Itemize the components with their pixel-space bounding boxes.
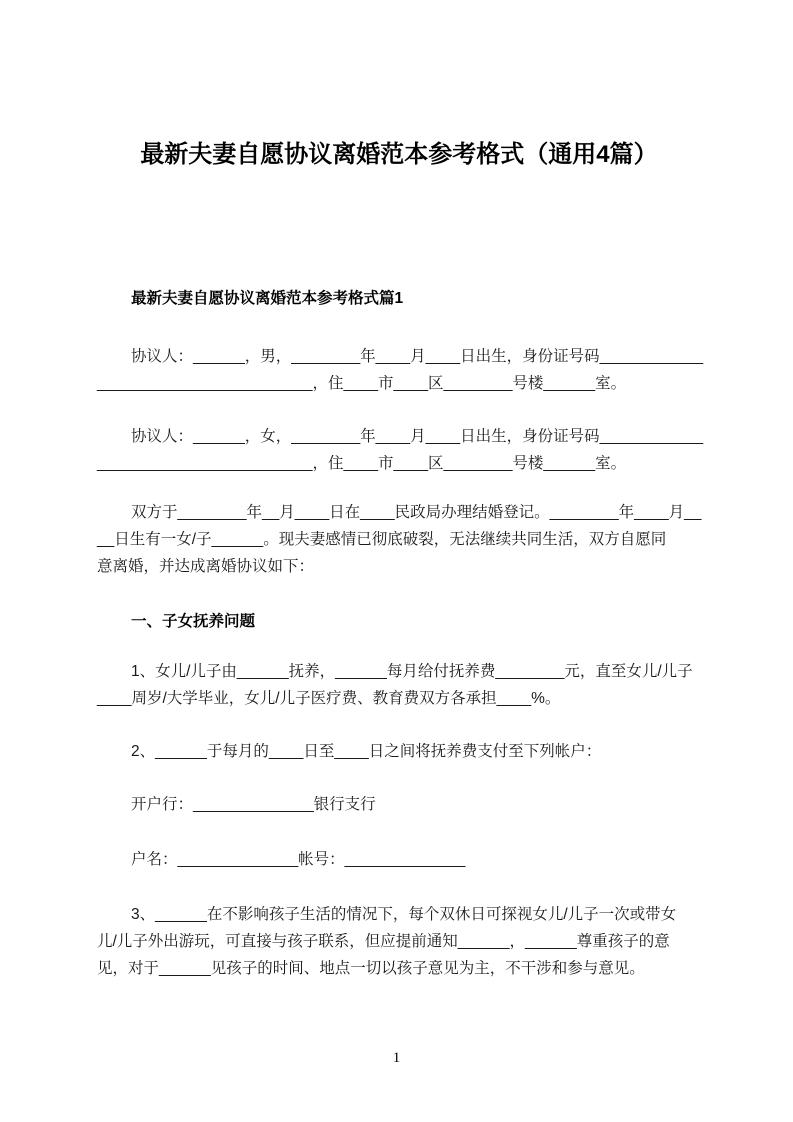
paragraph-line: 双方于________年__月____日在____民政局办理结婚登记。________年____月__ (131, 504, 702, 521)
paragraph-visitation (97, 901, 701, 982)
paragraph-line: 见，对于______见孩子的时间、地点一切以孩子意见为主，不干涉和参与意见。 (97, 960, 645, 977)
paragraph-party-female (97, 423, 704, 477)
section-heading-template-1: 最新夫妻自愿协议离婚范本参考格式篇1 (131, 290, 404, 307)
paragraph-bank-branch (97, 791, 701, 818)
paragraph-line: 2、______于每月的____日至____日之间将抚养费支付至下列帐户： (131, 743, 602, 760)
paragraph-party-male (97, 343, 704, 397)
document-title: 最新夫妻自愿协议离婚范本参考格式（通用4篇） (140, 141, 658, 168)
paragraph-line: 3、______在不影响孩子生活的情况下，每个双休日可探视女儿/儿子一次或带女 (131, 906, 677, 923)
paragraph-marriage-registration (97, 499, 701, 580)
paragraph-custody-support (97, 658, 701, 712)
paragraph-line: _________________________，住____市____区________号楼______室。 (97, 455, 627, 472)
paragraph-line: 协议人：______，男，________年____月____日出生，身份证号码____________ (131, 348, 704, 365)
paragraph-line: 儿/儿子外出游玩，可直接与孩子联系，但应提前通知______，______尊重孩子的意 (97, 933, 670, 950)
sub-heading-child-custody: 一、子女抚养问题 (131, 613, 256, 630)
paragraph-line: 户名：______________帐号：______________ (131, 851, 466, 868)
paragraph-line: 开户行：______________银行支行 (131, 796, 376, 813)
paragraph-line: 1、女儿/儿子由______抚养，______每月给付抚养费________元，直至女儿/儿子 (131, 663, 693, 680)
paragraph-account-info (97, 846, 701, 873)
paragraph-line: ____周岁/大学毕业，女儿/儿子医疗费、教育费双方各承担____%。 (97, 690, 561, 707)
paragraph-line: 协议人：______，女，________年____月____日出生，身份证号码____________ (131, 428, 704, 445)
paragraph-payment-schedule (97, 738, 701, 765)
paragraph-line: __日生有一女/子______。现夫妻感情已彻底破裂，无法继续共同生活，双方自愿同 (97, 531, 667, 548)
paragraph-line: _________________________，住____市____区________号楼______室。 (97, 375, 627, 392)
page-number: 1 (392, 1050, 401, 1066)
paragraph-line: 意离婚，并达成离婚协议如下： (97, 558, 315, 575)
document-body (97, 0, 704, 982)
